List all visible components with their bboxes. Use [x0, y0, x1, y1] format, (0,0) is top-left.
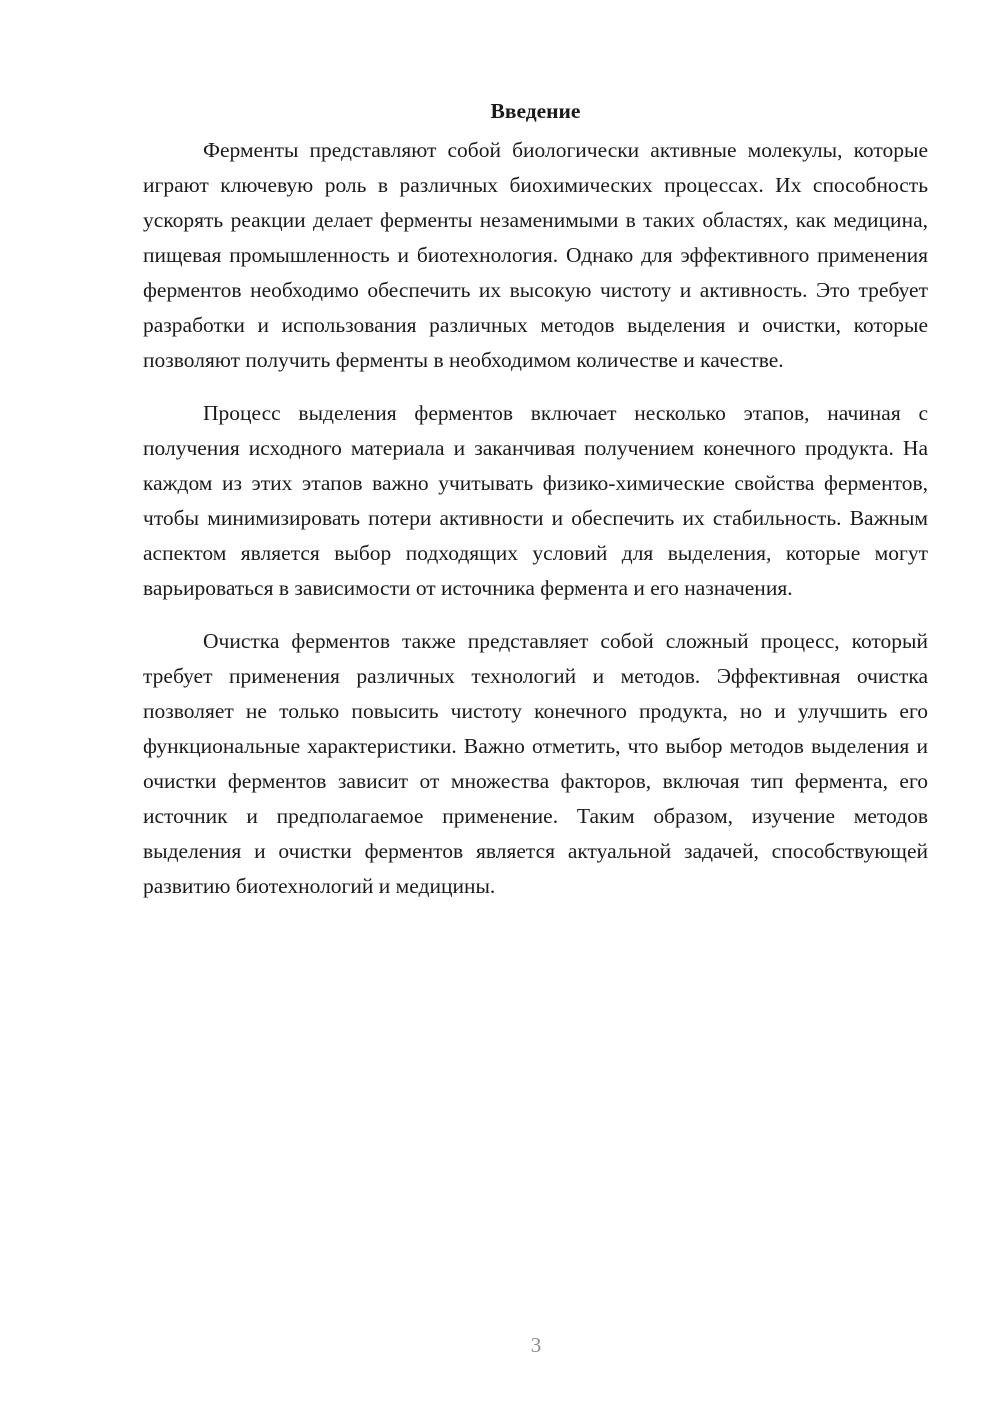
section-title: Введение: [490, 99, 581, 123]
page-number: 3: [530, 1333, 542, 1357]
paragraph-2: Процесс выделения ферментов включает несколько этапов, начиная с получения исходного материала и заканчивая получением конечного продукта. На каждом из этих этапов важно учитывать физико-химические свойства ферментов, чтобы минимизировать потери активности и обеспечить их стабильность. Важным аспектом является выбор подходящих условий для выделения, которые могут варьироваться в зависимости от источника фермента и его назначения.: [143, 401, 928, 600]
paragraph-3: Очистка ферментов также представляет собой сложный процесс, который требует применения различных технологий и методов. Эффективная очистка позволяет не только повысить чистоту конечного продукта, но и улучшить его функциональные характеристики. Важно отметить, что выбор методов выделения и очистки ферментов зависит от множества факторов, включая тип фермента, его источник и предполагаемое применение. Таким образом, изучение методов выделения и очистки ферментов является актуальной задачей, способствующей развитию биотехнологий и медицины.: [143, 629, 928, 898]
paragraph-1: Ферменты представляют собой биологически активные молекулы, которые играют ключевую роль в различных биохимических процессах. Их способность ускорять реакции делает ферменты незаменимыми в таких областях, как медицина, пищевая промышленность и биотехнология. Однако для эффективного применения ферментов необходимо обеспечить их высокую чистоту и активность. Это требует разработки и использования различных методов выделения и очистки, которые позволяют получить ферменты в необходимом количестве и качестве.: [143, 138, 928, 372]
page-content: [143, 94, 928, 922]
